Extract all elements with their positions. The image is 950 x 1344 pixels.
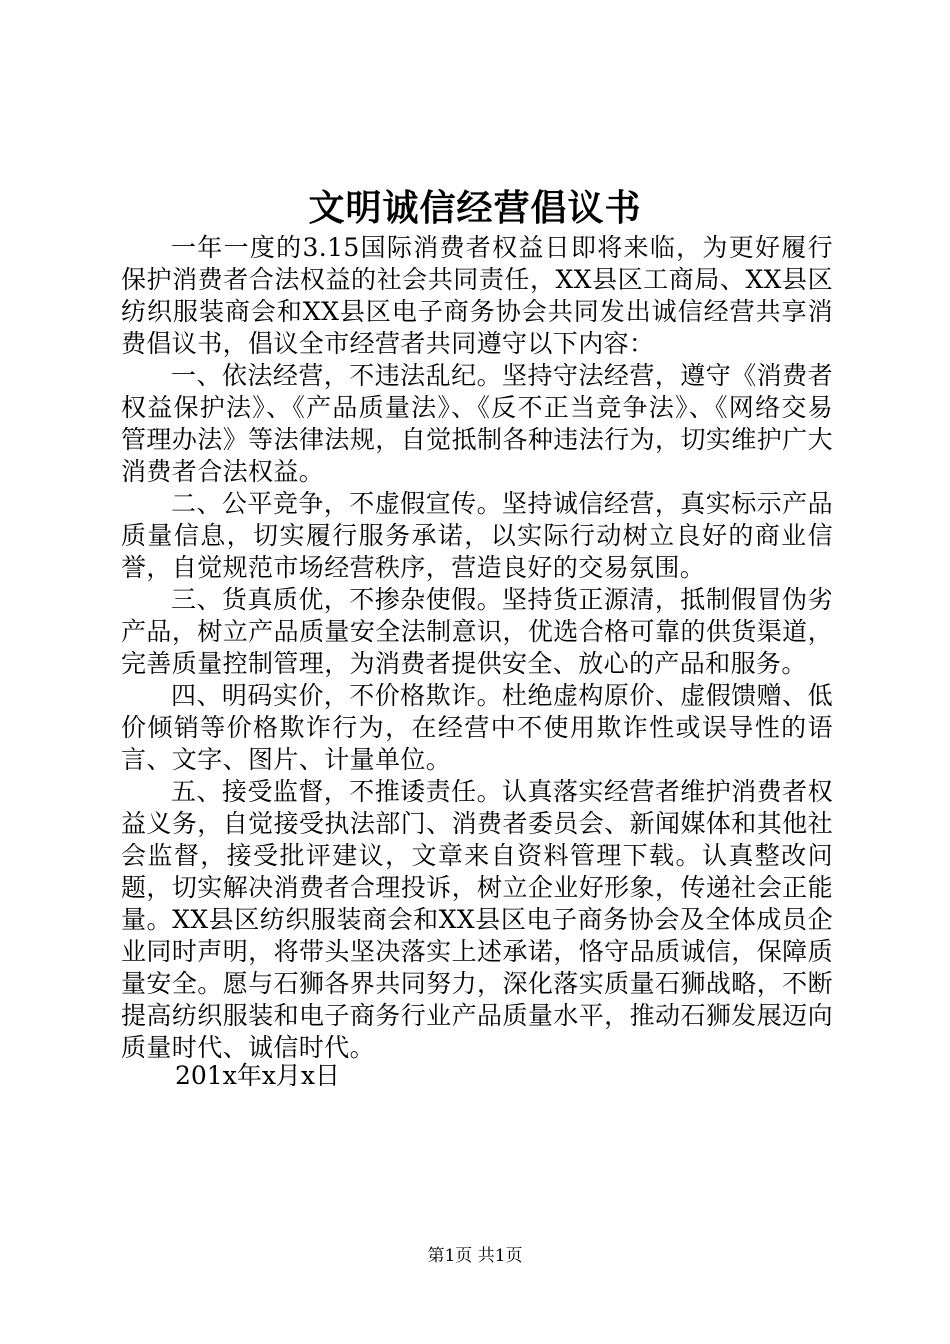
page-footer: 第1页 共1页: [427, 1246, 523, 1266]
paragraph-intro: 一年一度的3.15国际消费者权益日即将来临，为更好履行保护消费者合法权益的社会共同责任，XX县区工商局、XX县区纺织服装商会和XX县区电子商务协会共同发出诚信经营共享消费倡议书，倡议全市经营者共同遵守以下内容：: [121, 233, 833, 358]
paragraph-item-5: 五、接受监督，不推诿责任。认真落实经营者维护消费者权益义务，自觉接受执法部门、消费者委员会、新闻媒体和其他社会监督，接受批评建议，文章来自资料管理下载。认真整改问题，切实解决消费者合理投诉，树立企业好形象，传递社会正能量。XX县区纺织服装商会和XX县区电子商务协会及全体成员企业同时声明，将带头坚决落实上述承诺，恪守品质诚信，保障质量安全。愿与石狮各界共同努力，深化落实质量石狮战略，不断提高纺织服装和电子商务行业产品质量水平，推动石狮发展迈向质量时代、诚信时代。: [121, 777, 833, 1062]
paragraph-item-4: 四、明码实价，不价格欺诈。杜绝虚构原价、虚假馈赠、低价倾销等价格欺诈行为，在经营中不使用欺诈性或误导性的语言、文字、图片、计量单位。: [121, 681, 833, 774]
document-body: [121, 232, 833, 1064]
document-title: 文明诚信经营倡议书: [308, 187, 642, 229]
document-date: 201x年x月x日: [175, 1061, 341, 1090]
paragraph-item-2: 二、公平竞争，不虚假宣传。坚持诚信经营，真实标示产品质量信息，切实履行服务承诺，以实际行动树立良好的商业信誉，自觉规范市场经营秩序，营造良好的交易氛围。: [121, 489, 833, 582]
paragraph-item-3: 三、货真质优，不掺杂使假。坚持货正源清，抵制假冒伪劣产品，树立产品质量安全法制意识，优选合格可靠的供货渠道，完善质量控制管理，为消费者提供安全、放心的产品和服务。: [121, 585, 833, 678]
paragraph-item-1: 一、依法经营，不违法乱纪。坚持守法经营，遵守《消费者权益保护法》、《产品质量法》、《反不正当竞争法》、《网络交易管理办法》等法律法规，自觉抵制各种违法行为，切实维护广大消费者合法权益。: [121, 361, 833, 486]
